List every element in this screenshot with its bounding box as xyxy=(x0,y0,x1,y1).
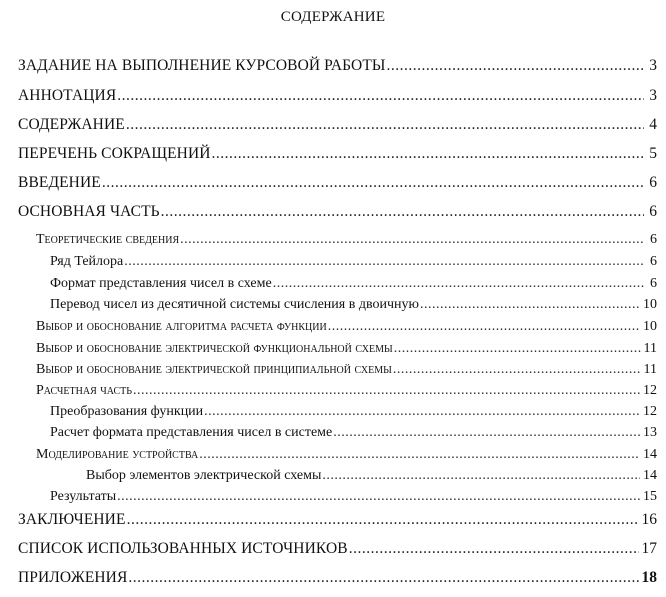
dot-leader xyxy=(349,541,639,557)
toc-entry-page: 6 xyxy=(650,254,657,269)
dot-leader xyxy=(393,363,641,377)
toc-entry-label: Выбор и обоснование электрической принципиальной схемы xyxy=(36,362,392,377)
dot-leader xyxy=(420,298,640,312)
toc-entry-label: СОДЕРЖАНИЕ xyxy=(18,116,125,133)
toc-entry-label: Моделирование устройства xyxy=(36,447,199,462)
dot-leader xyxy=(127,512,639,528)
dot-leader xyxy=(102,175,644,191)
toc-entry-page: 17 xyxy=(641,540,657,557)
toc-entry-page: 13 xyxy=(643,425,657,440)
toc-entry[interactable] xyxy=(18,204,657,220)
dot-leader xyxy=(387,58,644,74)
toc-entry[interactable] xyxy=(50,277,657,291)
toc-entry-label: Формат представления чисел в схеме xyxy=(50,276,272,291)
toc-entry-page: 3 xyxy=(649,57,657,74)
toc-entry[interactable] xyxy=(18,512,657,528)
toc-entry[interactable] xyxy=(18,570,657,586)
dot-leader xyxy=(212,146,644,162)
toc-title: СОДЕРЖАНИЕ xyxy=(280,9,386,25)
dot-leader xyxy=(124,255,644,269)
toc-entry-page: 12 xyxy=(643,404,657,419)
toc-entry[interactable] xyxy=(50,490,657,504)
toc-entry[interactable] xyxy=(36,320,657,334)
dot-leader xyxy=(117,490,640,504)
toc-entry-page: 10 xyxy=(643,297,657,312)
dot-leader xyxy=(180,233,644,247)
toc-entry[interactable] xyxy=(36,233,657,247)
toc-entry[interactable] xyxy=(18,175,657,191)
toc-entry-label: Теоретические сведения xyxy=(36,232,180,247)
toc-entry-label: ПРИЛОЖЕНИЯ xyxy=(18,569,128,586)
toc-entry[interactable] xyxy=(36,384,657,398)
toc-entry-page: 11 xyxy=(643,341,657,356)
dot-leader xyxy=(133,384,640,398)
toc-entry[interactable] xyxy=(18,58,657,74)
toc-entry-page: 16 xyxy=(641,511,657,528)
toc-entry-label: Преобразования функции xyxy=(50,404,204,419)
toc-entry[interactable] xyxy=(18,146,657,162)
dot-leader xyxy=(204,405,640,419)
toc-entry-label: Ряд Тейлора xyxy=(50,254,124,269)
toc-entry-page: 6 xyxy=(650,232,657,247)
toc-entry-label: ЗАКЛЮЧЕНИЕ xyxy=(18,511,126,528)
toc-entry[interactable] xyxy=(18,541,657,557)
toc-entry[interactable] xyxy=(86,469,657,483)
toc-entry-label: Расчетная часть xyxy=(36,383,133,398)
toc-entry-page: 11 xyxy=(643,362,657,377)
toc-entry-label: Выбор элементов электрической схемы xyxy=(86,468,322,483)
toc-entry-label: ЗАДАНИЕ НА ВЫПОЛНЕНИЕ КУРСОВОЙ РАБОТЫ xyxy=(18,57,386,74)
dot-leader xyxy=(128,570,638,586)
toc-entry-label: Выбор и обоснование алгоритма расчета функции xyxy=(36,319,327,334)
toc-entry[interactable] xyxy=(36,363,657,377)
toc-entry-label: Перевод чисел из десятичной системы счисления в двоичную xyxy=(50,297,419,312)
toc-entry[interactable] xyxy=(36,448,657,462)
toc-entry[interactable] xyxy=(36,342,657,356)
toc-entry-page: 15 xyxy=(643,489,657,504)
toc-entry-label: Результаты xyxy=(50,489,117,504)
toc-entry-page: 4 xyxy=(649,116,657,133)
dot-leader xyxy=(394,342,641,356)
toc-entry-page: 10 xyxy=(643,319,657,334)
toc-entry-label: СПИСОК ИСПОЛЬЗОВАННЫХ ИСТОЧНИКОВ xyxy=(18,540,348,557)
toc-entry-label: Выбор и обоснование электрической функциональной схемы xyxy=(36,341,393,356)
dot-leader xyxy=(322,469,640,483)
toc-entry-label: Расчет формата представления чисел в системе xyxy=(50,425,333,440)
toc-entry-page: 5 xyxy=(649,145,657,162)
toc-entry[interactable] xyxy=(18,117,657,133)
dot-leader xyxy=(126,117,644,133)
toc-entry[interactable] xyxy=(50,298,657,312)
toc-entry-page: 6 xyxy=(649,174,657,191)
toc-entry-label: ПЕРЕЧЕНЬ СОКРАЩЕНИЙ xyxy=(18,145,211,162)
dot-leader xyxy=(328,320,640,334)
dot-leader xyxy=(161,204,644,220)
toc-entry-page: 12 xyxy=(643,383,657,398)
dot-leader xyxy=(333,426,640,440)
dot-leader xyxy=(117,88,644,104)
toc-entry[interactable] xyxy=(18,88,657,104)
toc-entry[interactable] xyxy=(50,255,657,269)
toc-entry-page: 14 xyxy=(643,468,657,483)
toc-entry-page: 6 xyxy=(650,276,657,291)
toc-entry-page: 6 xyxy=(649,203,657,220)
toc-entry-label: ОСНОВНАЯ ЧАСТЬ xyxy=(18,203,160,220)
toc-entry[interactable] xyxy=(50,426,657,440)
toc-entry-label: АННОТАЦИЯ xyxy=(18,87,117,104)
toc-entry-label: ВВЕДЕНИЕ xyxy=(18,174,101,191)
toc-entry[interactable] xyxy=(50,405,657,419)
toc-entry-page: 18 xyxy=(641,569,657,586)
dot-leader xyxy=(199,448,640,462)
toc-entry-page: 3 xyxy=(649,87,657,104)
toc-entry-page: 14 xyxy=(643,447,657,462)
dot-leader xyxy=(273,277,644,291)
